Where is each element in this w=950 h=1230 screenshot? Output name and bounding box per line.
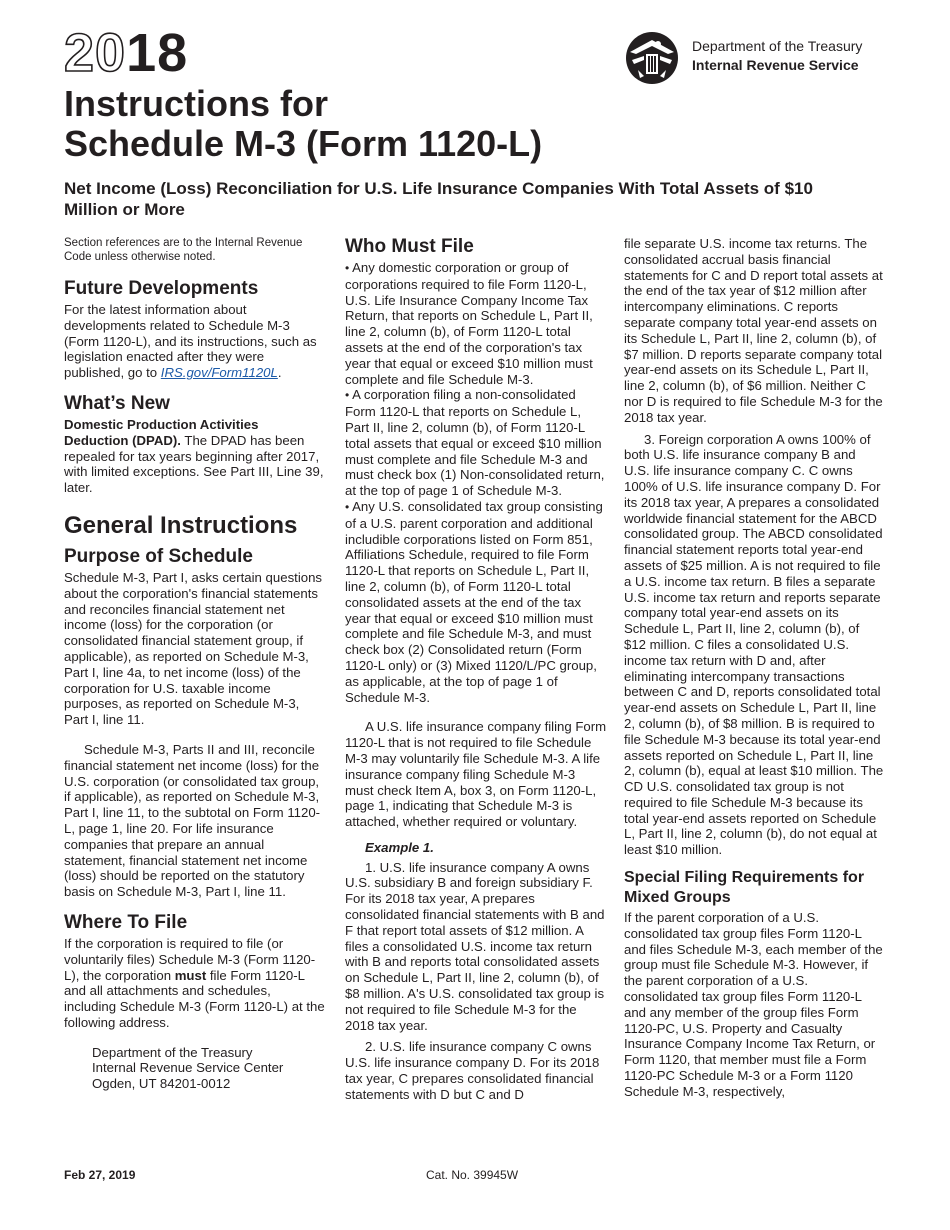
heading-special-filing-requirements: Special Filing Requirements for Mixed Groups xyxy=(624,869,865,907)
heading-future-developments: Future Developments xyxy=(64,278,259,299)
whats-new-text: Domestic Production Activities Deduction (DPAD). The DPAD has been repealed for tax years beginning after 2017, with limited exceptions. See Part III, Line 39, later. xyxy=(64,416,324,496)
heading-where-to-file: Where To File xyxy=(64,911,188,933)
heading-whats-new: What’s New xyxy=(64,392,170,414)
mailing-address: Department of the Treasury Internal Revenue Service Center Ogden, UT 84201-0012 xyxy=(92,1044,284,1092)
agency-name: Internal Revenue Service xyxy=(692,57,859,73)
column-1 xyxy=(64,236,326,1092)
purpose-paragraph-2: Schedule M-3, Parts II and III, reconcile financial statement net income (loss) for the U.S. corporation (or consolidated tax group, if applicable), as reported on Schedule M-3, Part I, line 11, to the subtotal on Form 1120-L, page 1, line 20. For life insurance companies that prepare an annual statement, financial statement net income (loss) should be reported on the statutory basis on Schedule M-3, Part I, line 11. xyxy=(64,741,321,900)
page-title: Instructions for Schedule M-3 (Form 1120-L) xyxy=(64,83,543,164)
heading-who-must-file: Who Must File xyxy=(345,236,474,257)
column-2 xyxy=(345,236,607,1103)
where-to-file-text: If the corporation is required to file (or voluntarily files) Schedule M-3 (Form 1120-L), the corporation must file Form 1120-L and all attachments and schedules, including Schedule M-3 (Form 1120-L) at the following address. xyxy=(64,935,325,1030)
heading-purpose-of-schedule: Purpose of Schedule xyxy=(64,545,253,567)
bullet-item: • Any U.S. consolidated tax group consisting of a U.S. parent corporation and additional includible corporations listed on Form 851, Affiliations Schedule, required to file Form 1120-L that reports on Schedule L, Part II, line 2, column (b), of Form 1120-L total consolidated assets at the end of the tax year that equal or exceed $10 million must complete and file Schedule M-3, and must check box (2) Consolidated return (Form 1120-L only) or (3) Mixed 1120/L/PC group, as applicable, at the top of page 1 of Schedule M-3. xyxy=(345,498,603,705)
catalog-number: Cat. No. 39945W xyxy=(426,1168,519,1182)
purpose-paragraph-1: Schedule M-3, Part I, asks certain questions about the corporation's financial statements and reconciles financial statement net income (loss) for the corporation (or consolidated financial statement group, if applicable), as reported on Schedule M-3, Part I, line 4a, to net income (loss) of the corporation for U.S. taxable income purposes, as reported on Schedule M-3, Part I, line 11. xyxy=(64,569,323,728)
example-heading: Example 1. xyxy=(365,839,434,855)
future-developments-text: For the latest information about developments related to Schedule M-3 (Form 1120-L), and its instructions, such as legislation enacted after they were published, go to IRS.gov/Form1120L. xyxy=(64,302,317,381)
bullet-icon: • xyxy=(345,499,350,514)
dept-name: Department of the Treasury xyxy=(692,38,863,54)
irs-form-link[interactable]: IRS.gov/Form1120L xyxy=(160,365,278,381)
example-item-2-continued: file separate U.S. income tax returns. The consolidated accrual basis financial statements for C and D report total assets at the end of the tax year of $12 million after intercompany eliminations. C reports separate company total year-end assets on its Schedule L, Part II, line 2, column (b), of $7 million. D reports separate company total year-end assets on its Schedule L, Part II, line 2, column (b), of $6 million. Neither C nor D is required to file Schedule M-3 for the 2018 tax year. xyxy=(624,236,883,425)
irs-eagle-seal-icon xyxy=(622,30,684,86)
example-item-3: 3. Foreign corporation A owns 100% of both U.S. life insurance company B and U.S. life insurance company C. C owns 100% of U.S. life insurance company D. For its 2018 tax year, A prepares a consolidated worldwide financial statement for the ABCD consolidated group. The ABCD consolidated financial statement reports total year-end assets of $25 million. A is not required to file a U.S. income tax return. B files a separate U.S. income tax return and reports separate company total year-end assets on its Schedule L, Part II, line 2, column (b), of $12 million. C files a consolidated U.S. income tax return with D and, after eliminating intercompany transactions between C and D, reports consolidated total year-end assets on Schedule L, Part II, line 2, column (b), of $8 million. B is required to file Schedule M-3 because its total year-end assets reported on Schedule L, Part II, line 2, column (b), equal at least $10 million. The CD U.S. consolidated tax group is not required to file Schedule M-3 because its total year-end assets reported on Schedule L, Part II, line 2, column (b), do not equal at least $10 million. xyxy=(624,431,884,858)
bullet-item: • Any domestic corporation or group of corporations required to file Form 1120-L, U.S. Life Insurance Company Income Tax Return, that reports on Schedule L, Part II, line 2, column (b), of Form 1120-L total assets at the end of the corporation's tax year that equal or exceed $10 million must complete and file Schedule M-3. xyxy=(345,260,593,387)
column-3 xyxy=(624,236,884,1100)
heading-general-instructions: General Instructions xyxy=(64,511,298,539)
example-item-1: 1. U.S. life insurance company A owns U.S. subsidiary B and foreign subsidiary F. For its 2018 tax year, A prepares consolidated financial statements with B and F that report total assets of $12 million. A files a consolidated U.S. income tax return with B and reports total consolidated assets on Schedule L, Part II, line 2, column (b), of $8 million. A's U.S. consolidated tax group is not required to file Schedule M-3 for the 2018 tax year. xyxy=(345,859,605,1033)
page-subtitle: Net Income (Loss) Reconciliation for U.S. Life Insurance Companies With Total Assets of $10 Million or More xyxy=(64,179,813,219)
form-year: 2018 xyxy=(64,23,189,83)
bullet-icon: • xyxy=(345,388,350,403)
special-filing-text: If the parent corporation of a U.S. consolidated tax group files Form 1120-L and files Schedule M-3, each member of the group must file Schedule M-3. However, if the parent corporation of a U.S. consolidated tax group files Form 1120-L and any member of the group files Form 1120-PC, U.S. Property and Casualty Insurance Company Income Tax Return, or Form 1120, that member must file a Form 1120-PC Schedule M-3 or a Form 1120 Schedule M-3, respectively, xyxy=(624,910,883,1099)
example-item-2: 2. U.S. life insurance company C owns U.S. life insurance company D. For its 2018 tax year, C prepares consolidated financial statements with D but C and D xyxy=(345,1039,600,1102)
bullet-item: • A corporation filing a non-consolidated Form 1120-L that reports on Schedule L, Part II, line 2, column (b), of Form 1120-L total assets that equal or exceed $10 million must complete and file Schedule M-3 and must check box (1) Non-consolidated return, at the top of page 1 of Schedule M-3. xyxy=(345,387,605,499)
section-references-note: Section references are to the Internal Revenue Code unless otherwise noted. xyxy=(64,237,303,263)
voluntary-filing-text: A U.S. life insurance company filing Form 1120-L that is not required to file Schedule M-3 may voluntarily file Schedule M-3. A life insurance company filing Schedule M-3 must check Item A, box 3, on Form 1120-L, page 1, indicating that Schedule M-3 is attached, whether required or voluntary. xyxy=(345,719,607,830)
agency-block xyxy=(622,30,912,86)
bullet-icon: • xyxy=(345,261,350,275)
revision-date: Feb 27, 2019 xyxy=(64,1168,136,1182)
